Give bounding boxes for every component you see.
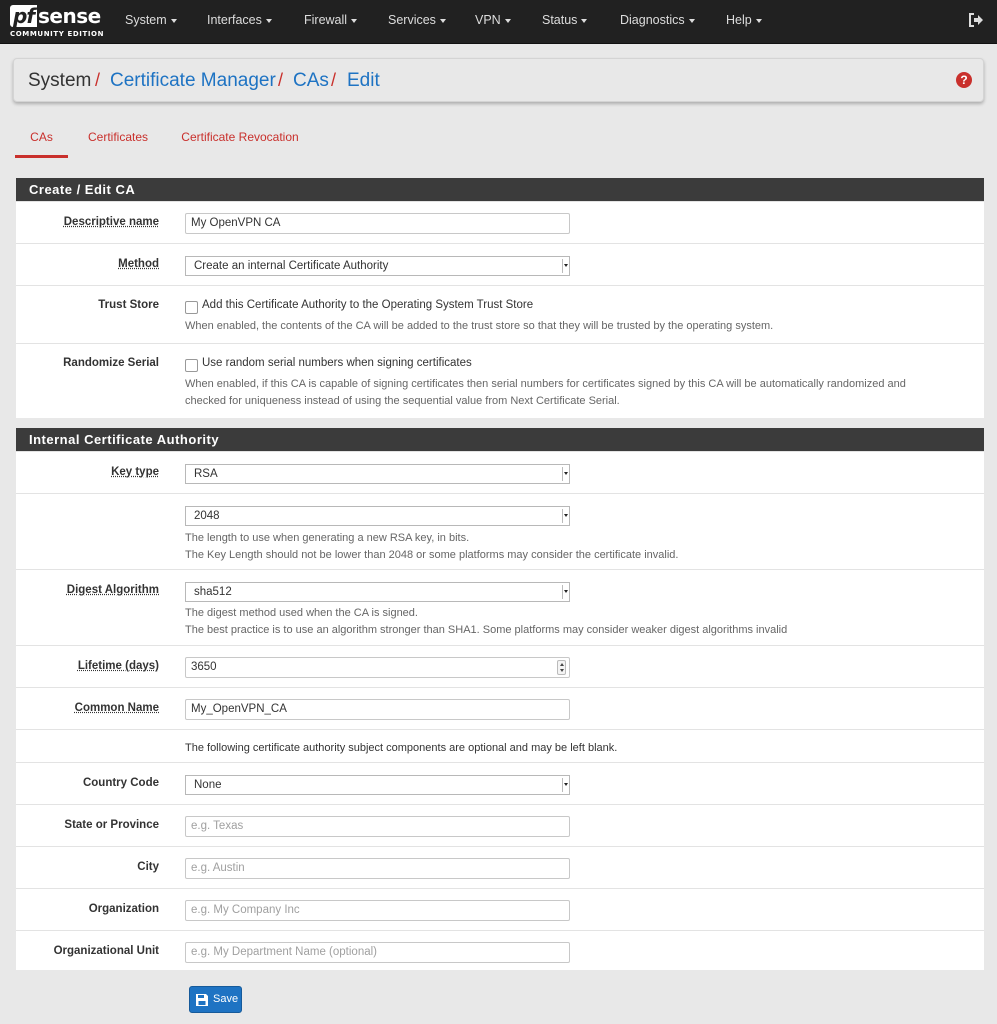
- state-label: State or Province: [64, 819, 159, 831]
- form-row-city: [16, 846, 984, 888]
- logo-pf-text: pf: [10, 5, 37, 27]
- lifetime-label: Lifetime (days): [77, 660, 159, 672]
- caret-down-icon: [505, 19, 511, 23]
- select-arrow-icon: [562, 509, 568, 523]
- nav-menu-system[interactable]: System: [125, 0, 177, 40]
- key-type-label: Key type: [111, 466, 159, 478]
- nav-menu-status[interactable]: Status: [542, 0, 587, 40]
- method-label: Method: [118, 258, 159, 270]
- form-row-country-code: [16, 762, 984, 804]
- common-name-label: Common Name: [74, 702, 159, 714]
- form-row-method: [16, 243, 984, 285]
- floppy-disk-icon: [196, 994, 208, 1006]
- city-label: City: [137, 861, 159, 873]
- nav-menu-help[interactable]: Help: [726, 0, 762, 40]
- caret-down-icon: [440, 19, 446, 23]
- tab-bar: [15, 120, 985, 160]
- organization-input[interactable]: e.g. My Company Inc: [185, 900, 570, 921]
- key-length-help-line1: The length to use when generating a new RSA key, in bits.: [185, 532, 470, 544]
- digest-algorithm-label: Digest Algorithm: [66, 584, 159, 596]
- method-select[interactable]: Create an internal Certificate Authority: [185, 256, 570, 276]
- save-button[interactable]: [189, 986, 242, 1013]
- key-type-select[interactable]: RSA: [185, 464, 570, 484]
- caret-down-icon: [171, 19, 177, 23]
- country-code-label: Country Code: [82, 777, 159, 789]
- form-row-descriptive-name: [16, 201, 984, 243]
- organizational-unit-label: Organizational Unit: [53, 945, 159, 957]
- tab-cas[interactable]: CAs: [15, 120, 68, 158]
- randomize-serial-checkbox-label[interactable]: Use random serial numbers when signing certificates: [202, 357, 472, 369]
- form-row-state: [16, 804, 984, 846]
- nav-menu-vpn[interactable]: VPN: [475, 0, 511, 40]
- form-row-randomize-serial: [16, 343, 984, 418]
- randomize-serial-label: Randomize Serial: [63, 357, 159, 369]
- nav-menu-services[interactable]: Services: [388, 0, 446, 40]
- breadcrumb-separator: /: [331, 70, 337, 90]
- descriptive-name-input[interactable]: My OpenVPN CA: [185, 213, 570, 234]
- form-row-digest-algorithm: [16, 569, 984, 645]
- key-length-help-line2: The Key Length should not be lower than 2048 or some platforms may consider the certificate invalid.: [185, 549, 679, 561]
- select-arrow-icon: [562, 585, 568, 599]
- spinner-arrows-icon[interactable]: [557, 660, 566, 675]
- caret-down-icon: [581, 19, 587, 23]
- trust-store-help: When enabled, the contents of the CA will be added to the trust store so that they will be trusted by the operating system.: [185, 320, 774, 332]
- lifetime-number-input[interactable]: 3650: [185, 657, 570, 678]
- breadcrumb-edit[interactable]: Edit: [347, 70, 380, 91]
- caret-down-icon: [266, 19, 272, 23]
- form-row-trust-store: [16, 285, 984, 343]
- organizational-unit-input[interactable]: e.g. My Department Name (optional): [185, 942, 570, 963]
- tab-certificate-revocation[interactable]: Certificate Revocation: [181, 130, 299, 144]
- caret-down-icon: [689, 19, 695, 23]
- select-arrow-icon: [562, 467, 568, 481]
- breadcrumb-separator: /: [95, 70, 101, 90]
- breadcrumb-cas[interactable]: CAs: [293, 70, 329, 91]
- top-navbar: [0, 0, 997, 44]
- randomize-serial-help-line2: checked for uniqueness instead of using the sequential value from Next Certificate Serial.: [185, 395, 620, 407]
- descriptive-name-label: Descriptive name: [63, 216, 159, 228]
- trust-store-checkbox-label[interactable]: Add this Certificate Authority to the Operating System Trust Store: [202, 299, 534, 311]
- caret-down-icon: [756, 19, 762, 23]
- nav-menu-firewall[interactable]: Firewall: [304, 0, 357, 40]
- form-row-organization: [16, 888, 984, 930]
- logo-edition-text: COMMUNITY EDITION: [10, 30, 105, 38]
- state-input[interactable]: e.g. Texas: [185, 816, 570, 837]
- breadcrumb: [13, 58, 984, 102]
- digest-algorithm-select[interactable]: sha512: [185, 582, 570, 602]
- breadcrumb-system: System: [28, 70, 92, 91]
- logo-sense-text: sense: [38, 4, 101, 28]
- trust-store-label: Trust Store: [98, 299, 159, 311]
- form-row-optional-note: [16, 729, 984, 762]
- randomize-serial-checkbox[interactable]: [185, 359, 198, 372]
- digest-help-line1: The digest method used when the CA is signed.: [185, 607, 418, 619]
- country-code-select[interactable]: None: [185, 775, 570, 795]
- optional-components-note: The following certificate authority subject components are optional and may be left blank.: [185, 742, 618, 754]
- panel-title: Internal Certificate Authority: [16, 428, 984, 451]
- select-arrow-icon: [562, 778, 568, 792]
- nav-menu-interfaces[interactable]: Interfaces: [207, 0, 272, 40]
- caret-down-icon: [351, 19, 357, 23]
- randomize-serial-help-line1: When enabled, if this CA is capable of signing certificates then serial numbers for certificates signed by this CA will be automatically randomized and: [185, 378, 906, 390]
- form-row-key-length: [16, 493, 984, 569]
- form-row-lifetime: [16, 645, 984, 687]
- city-input[interactable]: e.g. Austin: [185, 858, 570, 879]
- digest-help-line2: The best practice is to use an algorithm stronger than SHA1. Some platforms may consider weaker digest algorithms invalid: [185, 624, 788, 636]
- logout-icon[interactable]: [968, 13, 984, 27]
- trust-store-checkbox[interactable]: [185, 301, 198, 314]
- organization-label: Organization: [88, 903, 159, 915]
- form-row-common-name: [16, 687, 984, 729]
- nav-menu-diagnostics[interactable]: Diagnostics: [620, 0, 695, 40]
- form-row-organizational-unit: [16, 930, 984, 970]
- common-name-input[interactable]: My_OpenVPN_CA: [185, 699, 570, 720]
- tab-certificates[interactable]: Certificates: [87, 130, 149, 144]
- save-button-label: Save: [213, 993, 239, 1005]
- form-row-key-type: [16, 451, 984, 493]
- internal-ca-panel: [16, 428, 984, 970]
- panel-title: Create / Edit CA: [16, 178, 984, 201]
- breadcrumb-certificate-manager[interactable]: Certificate Manager: [110, 70, 276, 91]
- breadcrumb-separator: /: [278, 70, 284, 90]
- select-arrow-icon: [562, 259, 568, 273]
- help-question-icon[interactable]: ?: [956, 72, 972, 88]
- pfsense-logo[interactable]: [10, 4, 105, 40]
- create-edit-ca-panel: [16, 178, 984, 418]
- key-length-select[interactable]: 2048: [185, 506, 570, 526]
